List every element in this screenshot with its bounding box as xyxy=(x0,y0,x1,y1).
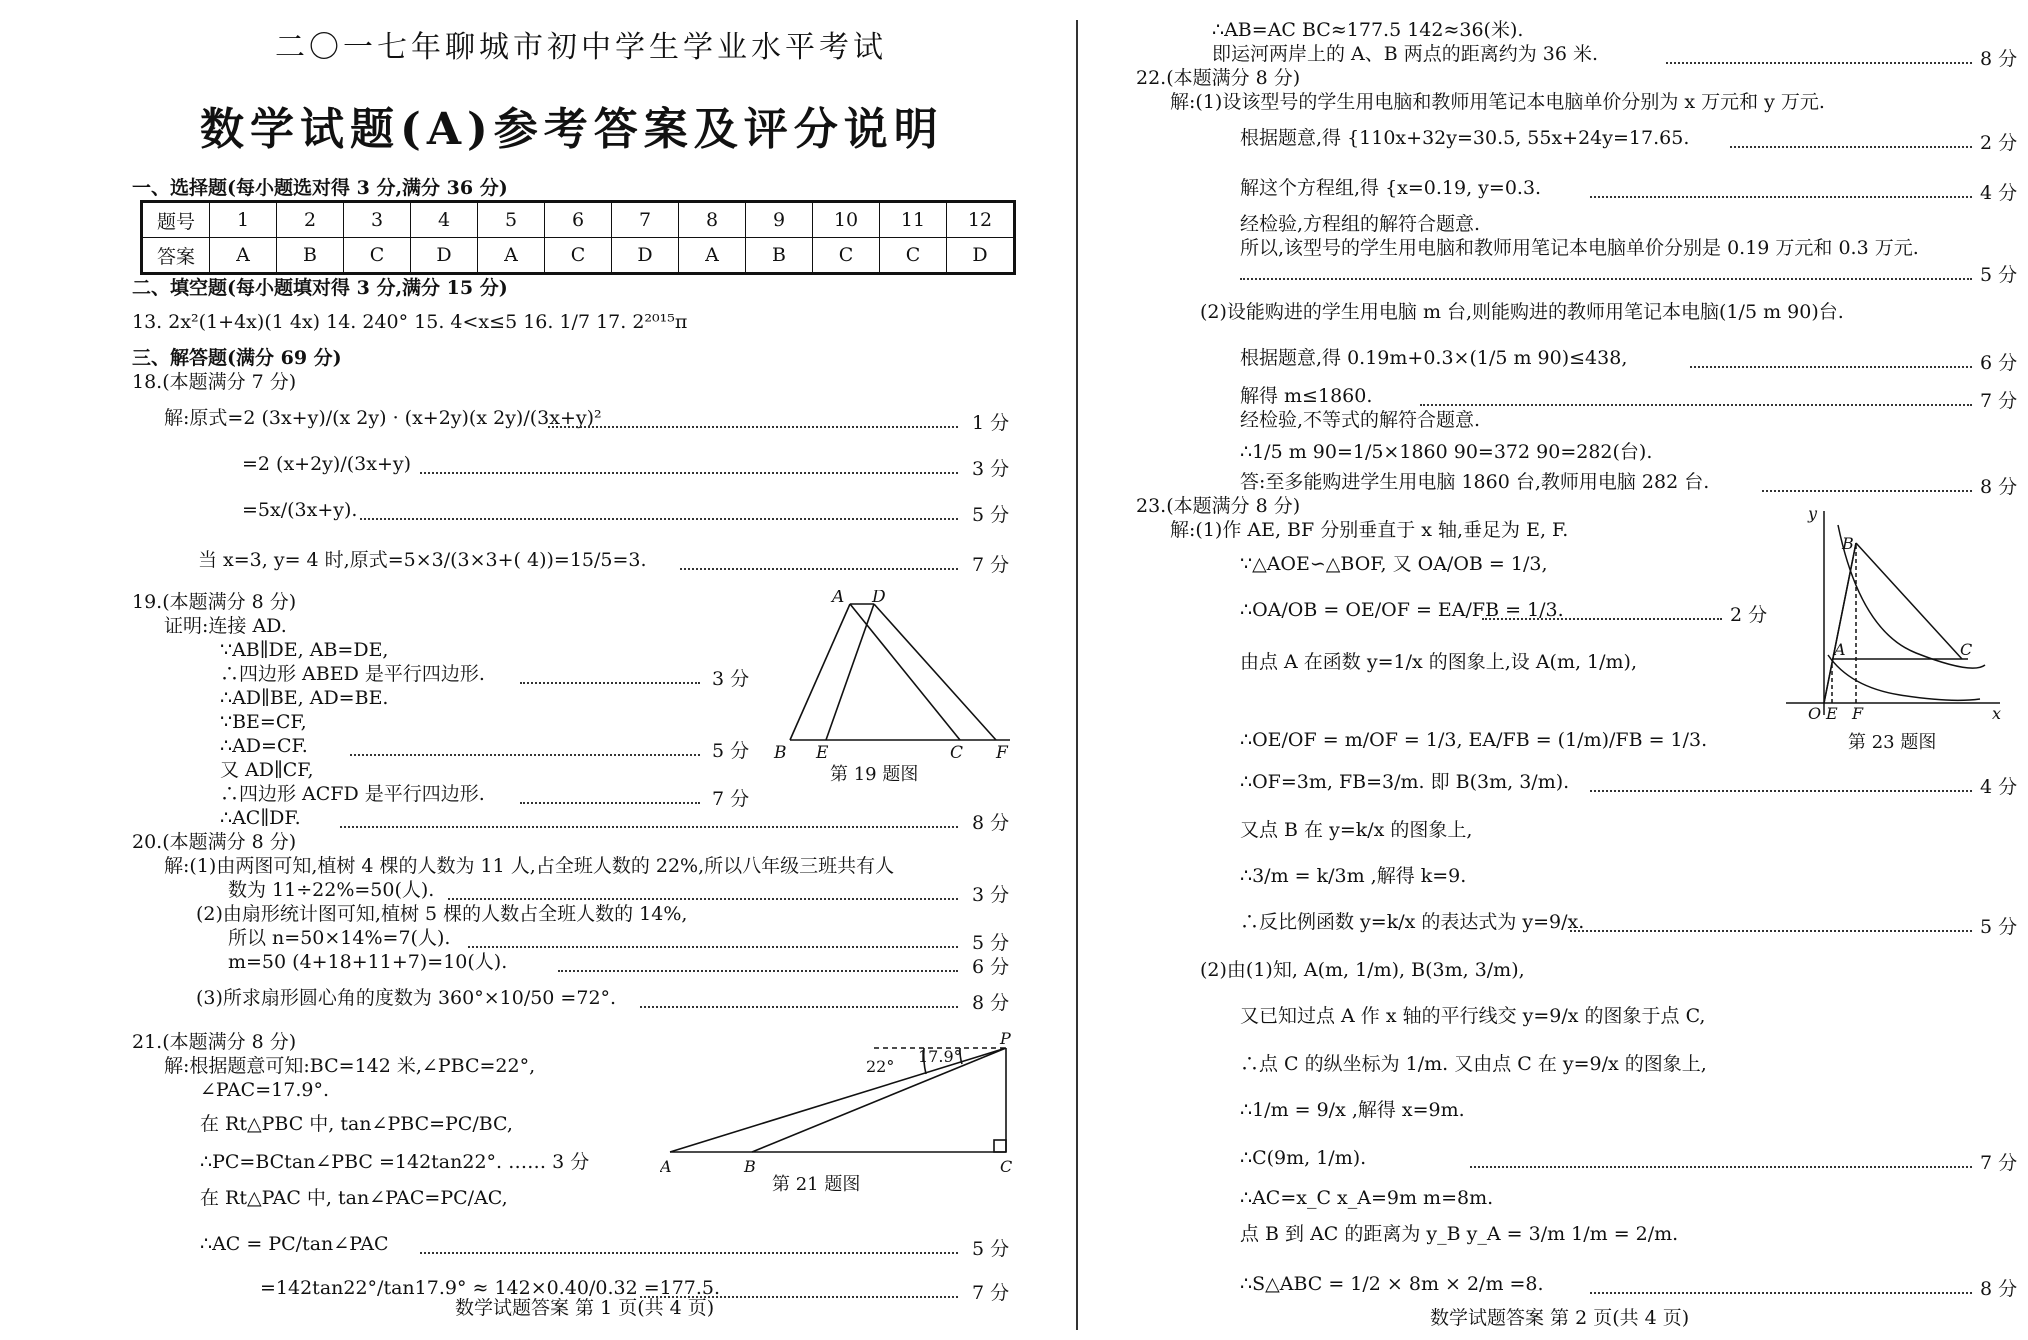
q22-line: 解得 m≤1860. xyxy=(1240,385,1373,407)
table-cell: D xyxy=(947,238,1015,274)
score-mark: 2 分 xyxy=(1980,132,2018,154)
score-mark: 3 分 xyxy=(972,458,1010,480)
q18-step-1: 解:原式=2 (3x+y)/(x 2y) · (x+2y)(x 2y)/(3x+y)² xyxy=(164,407,602,429)
q23-line: 又已知过点 A 作 x 轴的平行线交 y=9/x 的图象于点 C, xyxy=(1240,1005,1706,1027)
fig21-angle-179: 17.9° xyxy=(918,1047,962,1066)
leader-dots xyxy=(1470,1165,1972,1168)
leader-dots xyxy=(1762,489,1972,492)
table-row xyxy=(142,202,1015,238)
q23-line: (2)由(1)知, A(m, 1/m), B(3m, 3/m), xyxy=(1200,959,1525,981)
q23-line: 又点 B 在 y=k/x 的图象上, xyxy=(1240,819,1473,841)
score-mark: 2 分 xyxy=(1730,604,1768,626)
q20-line: 所以 n=50×14%=7(人). xyxy=(228,927,451,949)
leader-dots xyxy=(420,471,958,474)
table-cell: 答案 xyxy=(142,238,210,274)
q23-line: ∴OF=3m, FB=3/m. 即 B(3m, 3/m). xyxy=(1240,771,1570,793)
fig23-label-B: B xyxy=(1842,534,1854,553)
score-mark: 8 分 xyxy=(1980,48,2018,70)
q21-line: ∠PAC=17.9°. xyxy=(200,1079,329,1101)
q19-line: ∵BE=CF, xyxy=(220,711,307,733)
figure-21-caption: 第 21 题图 xyxy=(772,1174,861,1195)
q22-line: (2)设能购进的学生用电脑 m 台,则能购进的教师用笔记本电脑(1/5 m 90)台. xyxy=(1200,301,1844,323)
q20-line: (3)所求扇形圆心角的度数为 360°×10/50 =72°. xyxy=(196,987,617,1009)
figure-23 xyxy=(1780,505,2005,720)
q19-line: 证明:连接 AD. xyxy=(164,615,287,637)
score-mark: 8 分 xyxy=(1980,476,2018,498)
score-mark: 1 分 xyxy=(972,412,1010,434)
table-cell: 8 xyxy=(679,202,746,238)
table-cell: 5 xyxy=(478,202,545,238)
score-mark: 8 分 xyxy=(972,992,1010,1014)
q18-step-3: =5x/(3x+y). xyxy=(242,499,358,521)
fig23-label-C: C xyxy=(1960,640,1973,659)
fig21-label-P: P xyxy=(1000,1030,1011,1048)
leader-dots xyxy=(1570,929,1972,932)
table-cell: 题号 xyxy=(142,202,210,238)
score-mark: 8 分 xyxy=(972,812,1010,834)
q19-line: ∴AD∥BE, AD=BE. xyxy=(220,687,389,709)
table-cell: 11 xyxy=(880,202,947,238)
score-mark: 5 分 xyxy=(1980,916,2018,938)
score-mark: 8 分 xyxy=(1980,1278,2018,1300)
q19-line: 又 AD∥CF, xyxy=(220,759,314,781)
leader-dots xyxy=(640,1005,958,1008)
q23-line: ∴OE/OF = m/OF = 1/3, EA/FB = (1/m)/FB = 1/3. xyxy=(1240,729,1708,751)
leader-dots xyxy=(1420,403,1972,406)
section-choice-heading: 一、选择题(每小题选对得 3 分,满分 36 分) xyxy=(132,177,508,199)
q23-heading: 23.(本题满分 8 分) xyxy=(1136,495,1301,517)
table-cell: A xyxy=(210,238,277,274)
q19-line: ∵AB∥DE, AB=DE, xyxy=(220,639,389,661)
q20-heading: 20.(本题满分 8 分) xyxy=(132,831,297,853)
fig19-label-F: F xyxy=(996,743,1008,760)
table-cell: 4 xyxy=(411,202,478,238)
leader-dots xyxy=(448,897,958,900)
q23-line: 由点 A 在函数 y=1/x 的图象上,设 A(m, 1/m), xyxy=(1240,651,1638,673)
q18-step-2: =2 (x+2y)/(3x+y) xyxy=(242,453,412,475)
fig19-label-D: D xyxy=(872,590,886,607)
leader-dots xyxy=(548,425,958,428)
q21-line: 在 Rt△PBC 中, tan∠PBC=PC/BC, xyxy=(200,1113,513,1135)
fig23-label-A: A xyxy=(1834,640,1846,659)
score-mark: 5 分 xyxy=(972,1238,1010,1260)
leader-dots xyxy=(520,681,700,684)
q23-line: ∴3/m = k/3m ,解得 k=9. xyxy=(1240,865,1467,887)
leader-dots xyxy=(520,801,700,804)
leader-dots xyxy=(1666,61,1972,64)
q18-heading: 18.(本题满分 7 分) xyxy=(132,371,297,393)
leader-dots xyxy=(420,1251,958,1254)
fig19-label-B: B xyxy=(774,743,787,760)
q21-line: ∴PC=BCtan∠PBC =142tan22°. …… 3 分 xyxy=(200,1151,590,1173)
page-footer-2: 数学试题答案 第 2 页(共 4 页) xyxy=(1430,1307,1690,1329)
q21-line: ∴AC = PC/tan∠PAC xyxy=(200,1233,389,1255)
score-mark: 6 分 xyxy=(972,956,1010,978)
leader-dots xyxy=(1590,195,1972,198)
q22-line: 经检验,方程组的解符合题意. xyxy=(1240,213,1481,235)
q23-line: ∴S△ABC = 1/2 × 8m × 2/m =8. xyxy=(1240,1273,1544,1295)
table-cell: C xyxy=(880,238,947,274)
q22-line: ∴1/5 m 90=1/5×1860 90=372 90=282(台). xyxy=(1240,441,1653,463)
leader-dots xyxy=(360,517,958,520)
score-mark: 5 分 xyxy=(972,504,1010,526)
table-cell: D xyxy=(612,238,679,274)
q20-line: m=50 (4+18+11+7)=10(人). xyxy=(228,951,508,973)
table-cell: C xyxy=(545,238,612,274)
q19-line: ∴AC∥DF. xyxy=(220,807,301,829)
table-cell: B xyxy=(746,238,813,274)
score-mark: 7 分 xyxy=(712,788,750,810)
q21-line: 在 Rt△PAC 中, tan∠PAC=PC/AC, xyxy=(200,1187,508,1209)
q21-line: 解:根据题意可知:BC=142 米,∠PBC=22°, xyxy=(164,1055,536,1077)
table-cell: A xyxy=(478,238,545,274)
table-cell: A xyxy=(679,238,746,274)
q22-line: 经检验,不等式的解符合题意. xyxy=(1240,409,1481,431)
exam-title: 二〇一七年聊城市初中学生学业水平考试 xyxy=(275,30,887,65)
figure-19-caption: 第 19 题图 xyxy=(830,764,919,785)
table-cell: 10 xyxy=(813,202,880,238)
score-mark: 5 分 xyxy=(1980,264,2018,286)
q18-step-4: 当 x=3, y= 4 时,原式=5×3/(3×3+( 4))=15/5=3. xyxy=(198,549,647,571)
table-cell: 6 xyxy=(545,202,612,238)
score-mark: 7 分 xyxy=(972,1282,1010,1304)
leader-dots xyxy=(1590,789,1972,792)
figure-19 xyxy=(770,590,1020,760)
score-mark: 4 分 xyxy=(1980,182,2018,204)
fig23-label-O: O xyxy=(1808,704,1822,720)
answer-table xyxy=(140,200,1016,275)
q19-line: ∴四边形 ABED 是平行四边形. xyxy=(220,663,485,685)
fig19-label-A: A xyxy=(832,590,845,607)
leader-dots xyxy=(1730,145,1972,148)
q23-line: ∴C(9m, 1/m). xyxy=(1240,1147,1367,1169)
table-cell: B xyxy=(277,238,344,274)
score-mark: 3 分 xyxy=(712,668,750,690)
score-mark: 7 分 xyxy=(1980,1152,2018,1174)
fig19-label-E: E xyxy=(816,743,829,760)
page-divider xyxy=(1076,20,1078,1330)
fig21-angle-22: 22° xyxy=(866,1057,895,1076)
score-mark: 6 分 xyxy=(1980,352,2018,374)
score-mark: 5 分 xyxy=(972,932,1010,954)
q22-line: 解:(1)设该型号的学生用电脑和教师用笔记本电脑单价分别为 x 万元和 y 万元. xyxy=(1170,91,1825,113)
leader-dots xyxy=(1690,365,1972,368)
q23-line: ∴反比例函数 y=k/x 的表达式为 y=9/x. xyxy=(1240,911,1585,933)
fig21-label-C: C xyxy=(1000,1157,1013,1176)
table-cell: 3 xyxy=(344,202,411,238)
score-mark: 4 分 xyxy=(1980,776,2018,798)
q23-line: 点 B 到 AC 的距离为 y_B y_A = 3/m 1/m = 2/m. xyxy=(1240,1223,1679,1245)
leader-dots xyxy=(558,969,958,972)
q23-line: ∴1/m = 9/x ,解得 x=9m. xyxy=(1240,1099,1465,1121)
table-cell: 7 xyxy=(612,202,679,238)
q20-line: (2)由扇形统计图可知,植树 5 棵的人数占全班人数的 14%, xyxy=(196,903,688,925)
q23-line: ∴OA/OB = OE/OF = EA/FB = 1/3. xyxy=(1240,599,1564,621)
page-title: 数学试题(A)参考答案及评分说明 xyxy=(200,104,944,155)
section-fill-heading: 二、填空题(每小题填对得 3 分,满分 15 分) xyxy=(132,277,508,299)
right-page xyxy=(1090,0,2028,1340)
q22-line: 根据题意,得 {110x+32y=30.5, 55x+24y=17.65. xyxy=(1240,127,1690,149)
figure-21 xyxy=(660,1030,1020,1180)
q21-line: =142tan22°/tan17.9° ≈ 142×0.40/0.32 =177.5. xyxy=(260,1277,721,1299)
table-cell: C xyxy=(344,238,411,274)
q22-line: 解这个方程组,得 {x=0.19, y=0.3. xyxy=(1240,177,1542,199)
fig21-label-A: A xyxy=(660,1157,672,1176)
q19-line: ∴四边形 ACFD 是平行四边形. xyxy=(220,783,485,805)
q20-line: 数为 11÷22%=50(人). xyxy=(228,879,435,901)
leader-dots xyxy=(350,753,700,756)
leader-dots xyxy=(1590,1291,1972,1294)
leader-dots xyxy=(340,825,958,828)
score-mark: 7 分 xyxy=(972,554,1010,576)
leader-dots xyxy=(1482,617,1722,620)
q19-heading: 19.(本题满分 8 分) xyxy=(132,591,297,613)
leader-dots xyxy=(1240,277,1972,280)
q23-line: ∴AC=x_C x_A=9m m=8m. xyxy=(1240,1187,1494,1209)
fig23-label-y: y xyxy=(1808,505,1818,523)
section-solve-heading: 三、解答题(满分 69 分) xyxy=(132,347,342,369)
table-cell: 12 xyxy=(947,202,1015,238)
figure-23-caption: 第 23 题图 xyxy=(1848,732,1937,753)
q23-line: ∵△AOE∽△BOF, 又 OA/OB = 1/3, xyxy=(1240,553,1548,575)
score-mark: 7 分 xyxy=(1980,390,2018,412)
page-footer-1: 数学试题答案 第 1 页(共 4 页) xyxy=(455,1297,715,1319)
q21-heading: 21.(本题满分 8 分) xyxy=(132,1031,297,1053)
table-row xyxy=(142,238,1015,274)
fig21-label-B: B xyxy=(744,1157,756,1176)
leader-dots xyxy=(680,567,958,570)
fig23-label-E: E xyxy=(1826,704,1838,720)
table-cell: D xyxy=(411,238,478,274)
table-cell: 9 xyxy=(746,202,813,238)
q22-line: 所以,该型号的学生用电脑和教师用笔记本电脑单价分别是 0.19 万元和 0.3 万元. xyxy=(1240,237,1919,259)
q20-line: 解:(1)由两图可知,植树 4 棵的人数为 11 人,占全班人数的 22%,所以八年级三班共有人 xyxy=(164,855,895,877)
q22-line: 答:至多能购进学生用电脑 1860 台,教师用电脑 282 台. xyxy=(1240,471,1710,493)
fig23-label-F: F xyxy=(1852,704,1864,720)
score-mark: 5 分 xyxy=(712,740,750,762)
table-cell: C xyxy=(813,238,880,274)
q23-line: ∴点 C 的纵坐标为 1/m. 又由点 C 在 y=9/x 的图象上, xyxy=(1240,1053,1707,1075)
q22-line: 根据题意,得 0.19m+0.3×(1/5 m 90)≤438, xyxy=(1240,347,1628,369)
score-mark: 3 分 xyxy=(972,884,1010,906)
q21-cont-line: 即运河两岸上的 A、B 两点的距离约为 36 米. xyxy=(1212,43,1599,65)
q21-cont-line: ∴AB=AC BC≈177.5 142≈36(米). xyxy=(1212,19,1524,41)
table-cell: 1 xyxy=(210,202,277,238)
q22-heading: 22.(本题满分 8 分) xyxy=(1136,67,1301,89)
q19-line: ∴AD=CF. xyxy=(220,735,308,757)
fill-answers: 13. 2x²(1+4x)(1 4x) 14. 240° 15. 4<x≤5 16. 1/7 17. 2²⁰¹⁵π xyxy=(132,311,688,333)
fig23-label-x: x xyxy=(1992,704,2002,720)
fig19-label-C: C xyxy=(950,743,964,760)
q23-line: 解:(1)作 AE, BF 分别垂直于 x 轴,垂足为 E, F. xyxy=(1170,519,1569,541)
table-cell: 2 xyxy=(277,202,344,238)
leader-dots xyxy=(468,945,958,948)
